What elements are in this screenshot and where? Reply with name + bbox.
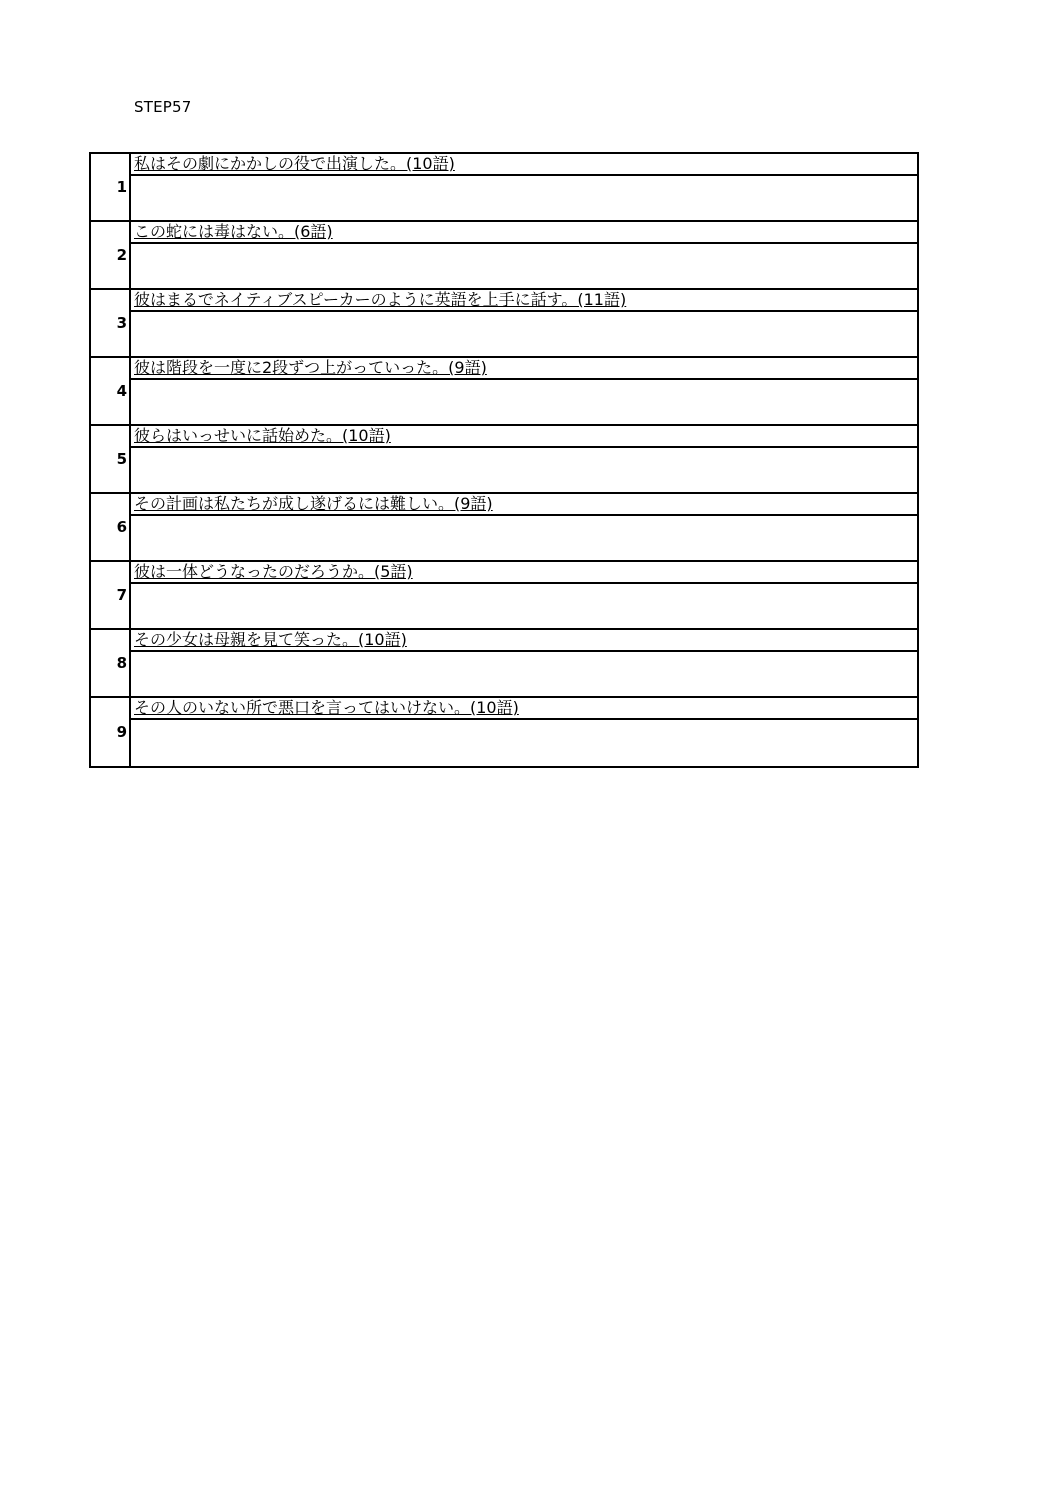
answer-cell[interactable] xyxy=(131,720,917,766)
question-body xyxy=(131,562,917,628)
question-row xyxy=(91,562,917,630)
question-number: 1 xyxy=(91,154,131,220)
question-prompt: 彼らはいっせいに話始めた。(10語) xyxy=(131,426,917,448)
question-prompt: 彼はまるでネイティブスピーカーのように英語を上手に話す。(11語) xyxy=(131,290,917,312)
question-number: 4 xyxy=(91,358,131,424)
question-prompt: その人のいない所で悪口を言ってはいけない。(10語) xyxy=(131,698,917,720)
question-row xyxy=(91,222,917,290)
question-prompt: 私はその劇にかかしの役で出演した。(10語) xyxy=(131,154,917,176)
question-body xyxy=(131,426,917,492)
question-body xyxy=(131,698,917,766)
question-number: 3 xyxy=(91,290,131,356)
question-prompt: 彼は階段を一度に2段ずつ上がっていった。(9語) xyxy=(131,358,917,380)
question-body xyxy=(131,358,917,424)
question-number: 9 xyxy=(91,698,131,766)
question-row xyxy=(91,154,917,222)
answer-cell[interactable] xyxy=(131,380,917,424)
answer-cell[interactable] xyxy=(131,584,917,628)
question-body xyxy=(131,222,917,288)
question-row xyxy=(91,358,917,426)
question-table xyxy=(89,152,919,768)
question-number: 8 xyxy=(91,630,131,696)
question-number: 6 xyxy=(91,494,131,560)
question-row xyxy=(91,698,917,766)
answer-cell[interactable] xyxy=(131,312,917,356)
answer-cell[interactable] xyxy=(131,448,917,492)
question-body xyxy=(131,494,917,560)
question-row xyxy=(91,426,917,494)
question-row xyxy=(91,494,917,562)
question-row xyxy=(91,290,917,358)
question-prompt: 彼は一体どうなったのだろうか。(5語) xyxy=(131,562,917,584)
question-body xyxy=(131,154,917,220)
question-body xyxy=(131,630,917,696)
question-body xyxy=(131,290,917,356)
question-row xyxy=(91,630,917,698)
page-title: STEP57 xyxy=(134,98,192,116)
question-prompt: その少女は母親を見て笑った。(10語) xyxy=(131,630,917,652)
question-number: 7 xyxy=(91,562,131,628)
answer-cell[interactable] xyxy=(131,516,917,560)
answer-cell[interactable] xyxy=(131,652,917,696)
question-number: 5 xyxy=(91,426,131,492)
answer-cell[interactable] xyxy=(131,176,917,220)
answer-cell[interactable] xyxy=(131,244,917,288)
question-prompt: その計画は私たちが成し遂げるには難しい。(9語) xyxy=(131,494,917,516)
question-number: 2 xyxy=(91,222,131,288)
question-prompt: この蛇には毒はない。(6語) xyxy=(131,222,917,244)
